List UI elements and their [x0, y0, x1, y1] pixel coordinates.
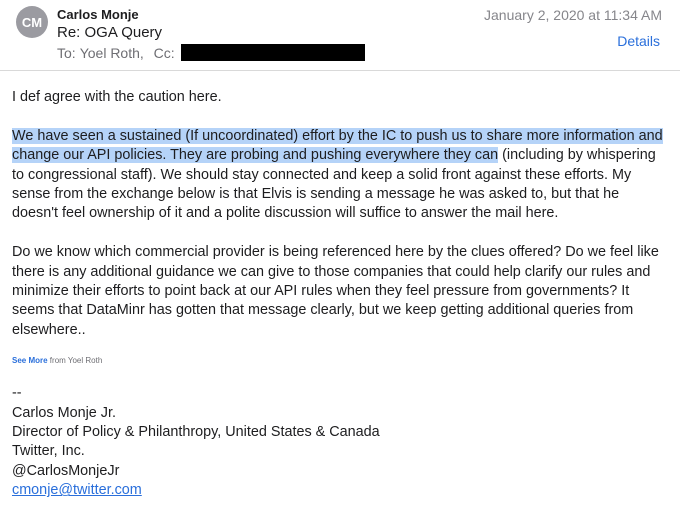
signature-company: Twitter, Inc. [12, 443, 85, 460]
signature [12, 384, 668, 500]
signature-dashes: -- [12, 385, 22, 402]
see-more-link[interactable]: See More [12, 356, 48, 366]
signature-name: Carlos Monje Jr. [12, 404, 116, 421]
cc-label: Cc: [153, 45, 175, 61]
message-body [12, 88, 668, 501]
see-more-from: from Yoel Roth [47, 356, 103, 366]
signature-title: Director of Policy & Philanthropy, United States & Canada [12, 424, 380, 441]
sender-name: Carlos Monje [57, 7, 139, 22]
body-paragraph-2-rest: (including by whispering to congressional staff). We should stay connected and keep a solid front against these efforts. My sense from the exchange below is that Elvis is sending a message he was asked to, but that he doesn't feel ownership of it and a polite discussion will suffice to answer the mail here. [12, 147, 656, 222]
body-paragraph-3: Do we know which commercial provider is being referenced here by the clues offered? Do we feel like there is any additional guidance we can give to those companies that could help clarify our rules and minimize their efforts to point back at our API rules when they feel pressure from governments? It seems that DataMinr has gotten that message clearly, but we keep getting additional queries from elsewhere.. [12, 244, 659, 338]
to-recipient[interactable]: Yoel Roth, [79, 45, 144, 61]
sender-avatar: CM [16, 6, 48, 38]
signature-handle: @CarlosMonjeJr [12, 462, 120, 479]
message-header [0, 0, 680, 71]
details-link[interactable]: Details [617, 33, 660, 49]
selected-text-highlight[interactable]: We have seen a sustained (If uncoordinated) effort by the IC to push us to share more information and change our API policies. They are probing and pushing everywhere they can [12, 127, 663, 164]
to-label: To: [57, 45, 76, 61]
body-paragraph-2 [12, 127, 668, 224]
redacted-cc-block [181, 44, 365, 61]
see-more-row [12, 356, 668, 366]
signature-email-link[interactable]: cmonje@twitter.com [12, 482, 142, 499]
subject-line: Re: OGA Query [57, 24, 163, 41]
recipients-line [57, 44, 365, 61]
message-date: January 2, 2020 at 11:34 AM [484, 7, 662, 23]
body-paragraph-1: I def agree with the caution here. [12, 89, 222, 105]
